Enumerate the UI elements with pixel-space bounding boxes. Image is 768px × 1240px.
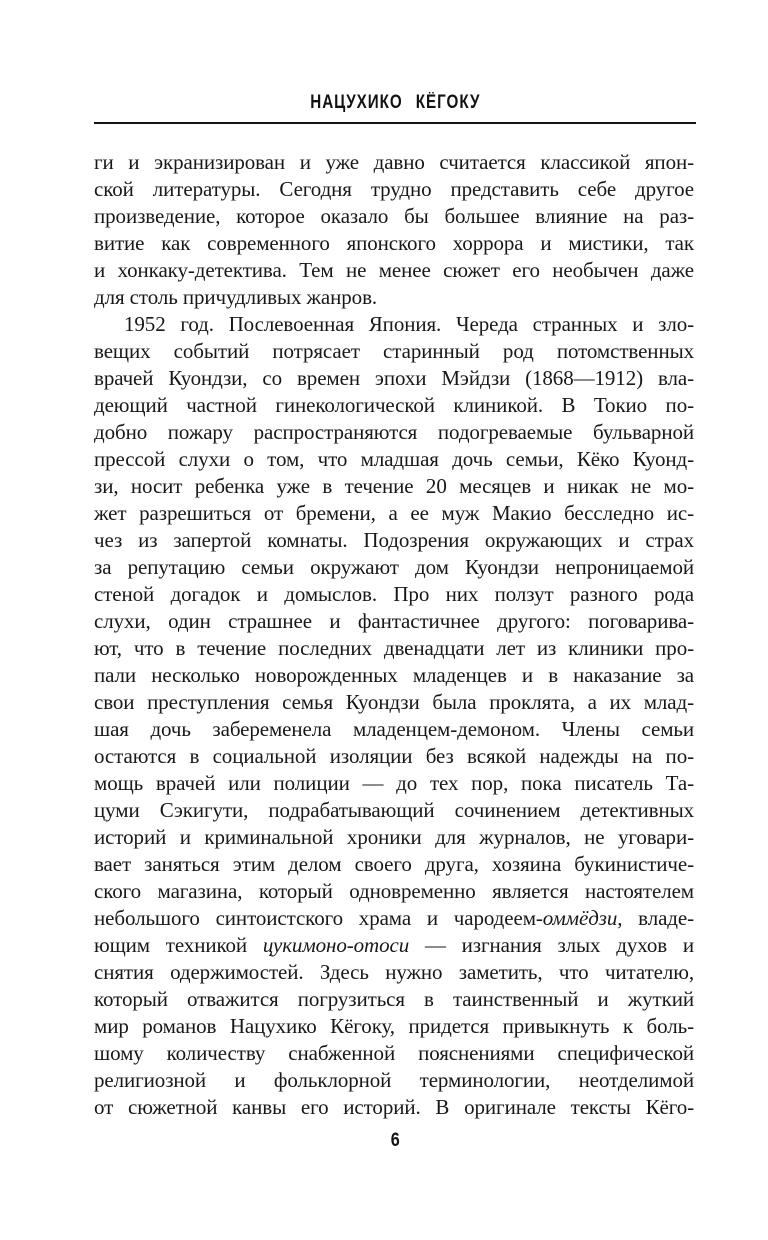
text-line: мир романов Нацухико Кёгоку, придется привыкнуть к боль- bbox=[94, 1014, 694, 1038]
text-line: пали несколько новорожденных младенцев и в наказание за bbox=[94, 663, 694, 687]
text-line: добно пожару распространяются подогреваемые бульварной bbox=[94, 420, 694, 444]
text-line: витие как современного японского хоррора и мистики, так bbox=[94, 231, 694, 255]
text-line: вает заняться этим делом своего друга, хозяина букинистиче- bbox=[94, 852, 694, 876]
text-line: историй и криминальной хроники для журналов, не уговари- bbox=[94, 825, 694, 849]
page-text bbox=[94, 149, 694, 1121]
running-header-title: НАЦУХИКО КЁГОКУ bbox=[309, 92, 481, 113]
text-line: деющий частной гинекологической клиникой. В Токио по- bbox=[94, 393, 694, 417]
text-line: ют, что в течение последних двенадцати лет из клиники про- bbox=[94, 636, 694, 660]
text-line: жет разрешиться от бремени, а ее муж Макио бесследно ис- bbox=[94, 501, 694, 525]
text-line: остаются в социальной изоляции без всякой надежды на по- bbox=[94, 744, 694, 768]
text-line: религиозной и фольклорной терминологии, неотделимой bbox=[94, 1068, 694, 1092]
text-line: ского магазина, который одновременно является настоятелем bbox=[94, 879, 694, 903]
text-line: зи, носит ребенка уже в течение 20 месяцев и никак не мо- bbox=[94, 474, 694, 498]
text-line: шому количеству снабженной пояснениями специфической bbox=[94, 1041, 694, 1065]
text-line: слухи, один страшнее и фантастичнее другого: поговарива- bbox=[94, 609, 694, 633]
text-line: ги и экранизирован и уже давно считается классикой япон- bbox=[94, 150, 694, 174]
text-line: который отважится погрузиться в таинственный и жуткий bbox=[94, 987, 694, 1011]
text-line: снятия одержимостей. Здесь нужно заметить, что читателю, bbox=[94, 960, 694, 984]
text-line: стеной догадок и домыслов. Про них ползут разного рода bbox=[94, 582, 694, 606]
page-number bbox=[94, 1130, 696, 1152]
text-line: и хонкаку-детектива. Тем не менее сюжет его необычен даже bbox=[94, 258, 694, 282]
text-line: врачей Куондзи, со времен эпохи Мэйдзи (1868—1912) вла- bbox=[94, 366, 694, 390]
running-header bbox=[94, 92, 696, 114]
text-line: ющим техникой цукимоно-отоси — изгнания злых духов и bbox=[94, 933, 694, 957]
text-line: вещих событий потрясает старинный род потомственных bbox=[94, 339, 694, 363]
text-line: небольшого синтоистского храма и чародеем-оммёдзи, владе- bbox=[94, 906, 695, 930]
text-line: цуми Сэкигути, подрабатывающий сочинением детективных bbox=[94, 798, 694, 822]
text-line: ской литературы. Сегодня трудно представить себе другое bbox=[94, 177, 694, 201]
text-line: от сюжетной канвы его историй. В оригинале тексты Кёго- bbox=[94, 1095, 694, 1119]
text-line: чез из запертой комнаты. Подозрения окружающих и страх bbox=[94, 528, 694, 552]
text-line: шая дочь забеременела младенцем-демоном. Члены семьи bbox=[94, 717, 694, 741]
page-number-value: 6 bbox=[390, 1130, 400, 1151]
text-line: произведение, которое оказало бы большее влияние на раз- bbox=[94, 204, 694, 228]
text-line: мощь врачей или полиции — до тех пор, пока писатель Та- bbox=[94, 771, 694, 795]
text-line: свои преступления семья Куондзи была проклята, а их млад- bbox=[94, 690, 694, 714]
text-line: за репутацию семьи окружают дом Куондзи непроницаемой bbox=[94, 555, 694, 579]
text-line: для столь причудливых жанров. bbox=[94, 285, 378, 309]
text-line: прессой слухи о том, что младшая дочь семьи, Кёко Куонд- bbox=[94, 447, 694, 471]
header-rule bbox=[94, 122, 696, 124]
text-line: 1952 год. Послевоенная Япония. Череда странных и зло- bbox=[124, 312, 694, 336]
